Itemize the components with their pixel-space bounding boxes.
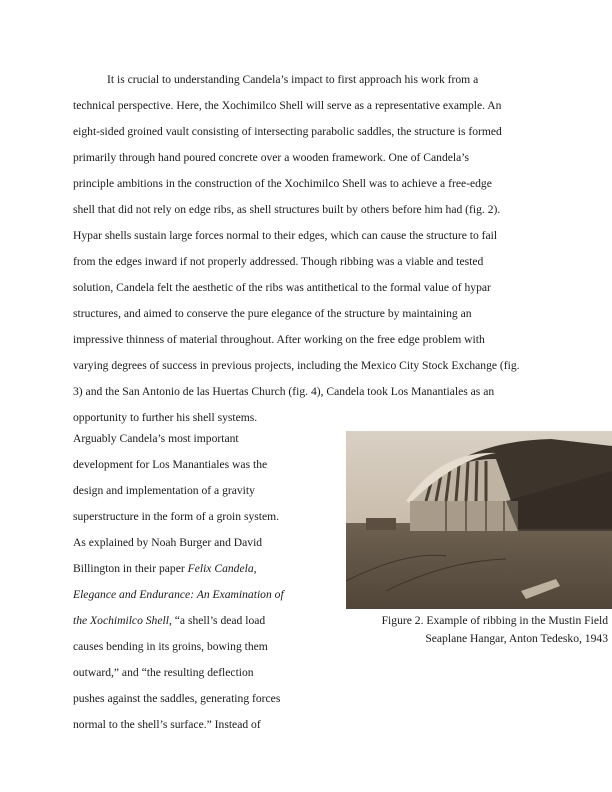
text-line: from the edges inward if not properly addressed. Though ribbing was a viable and tested: [73, 255, 484, 268]
text-line: It is crucial to understanding Candela’s impact to first approach his work from a: [107, 73, 479, 86]
text-line: [73, 562, 257, 576]
text-line: eight-sided groined vault consisting of intersecting parabolic saddles, the structure is formed: [73, 125, 502, 138]
text-line: outward,” and “the resulting deflection: [73, 666, 254, 679]
text-line: [73, 614, 265, 628]
text-line: primarily through hand poured concrete over a wooden framework. One of Candela’s: [73, 151, 469, 164]
citation-title: Felix Candela,: [187, 562, 257, 575]
text-line: structures, and aimed to conserve the pure elegance of the structure by maintaining an: [73, 307, 472, 320]
text-line: shell that did not rely on edge ribs, as shell structures built by others before him had (fig. 2).: [73, 203, 501, 216]
figure-caption: Figure 2. Example of ribbing in the Mustin Field: [381, 614, 608, 627]
text-line: 3) and the San Antonio de las Huertas Church (fig. 4), Candela took Los Manantiales as an: [73, 385, 495, 398]
citation-title: the Xochimilco Shell: [73, 614, 169, 627]
text: , “a shell’s dead load: [168, 614, 266, 627]
text-line: principle ambitions in the construction of the Xochimilco Shell was to achieve a free-edge: [73, 177, 492, 190]
figure-caption: Seaplane Hangar, Anton Tedesko, 1943: [425, 632, 608, 645]
text-line: causes bending in its groins, bowing them: [73, 640, 268, 653]
citation-title: Elegance and Endurance: An Examination of: [73, 588, 284, 601]
text-line: As explained by Noah Burger and David: [73, 536, 263, 549]
text-line: Arguably Candela’s most important: [73, 432, 239, 445]
text-line: varying degrees of success in previous projects, including the Mexico City Stock Exchange (fig.: [73, 359, 520, 372]
text-line: superstructure in the form of a groin system.: [73, 510, 280, 523]
text: Billington in their paper: [73, 562, 188, 575]
text-line: Hypar shells sustain large forces normal to their edges, which can cause the structure to fail: [73, 229, 498, 242]
text-line: development for Los Manantiales was the: [73, 458, 268, 471]
text-line: design and implementation of a gravity: [73, 484, 255, 497]
text-line: normal to the shell’s surface.” Instead of: [73, 718, 261, 731]
text-line: solution, Candela felt the aesthetic of the ribs was antithetical to the formal value of hypar: [73, 281, 491, 294]
text-line: impressive thinness of material throughout. After working on the free edge problem with: [73, 333, 485, 346]
hangar-photo: [346, 431, 612, 609]
text-line: pushes against the saddles, generating forces: [73, 692, 281, 705]
text-line: technical perspective. Here, the Xochimilco Shell will serve as a representative example. An: [73, 99, 502, 112]
text-line: opportunity to further his shell systems.: [73, 411, 258, 424]
